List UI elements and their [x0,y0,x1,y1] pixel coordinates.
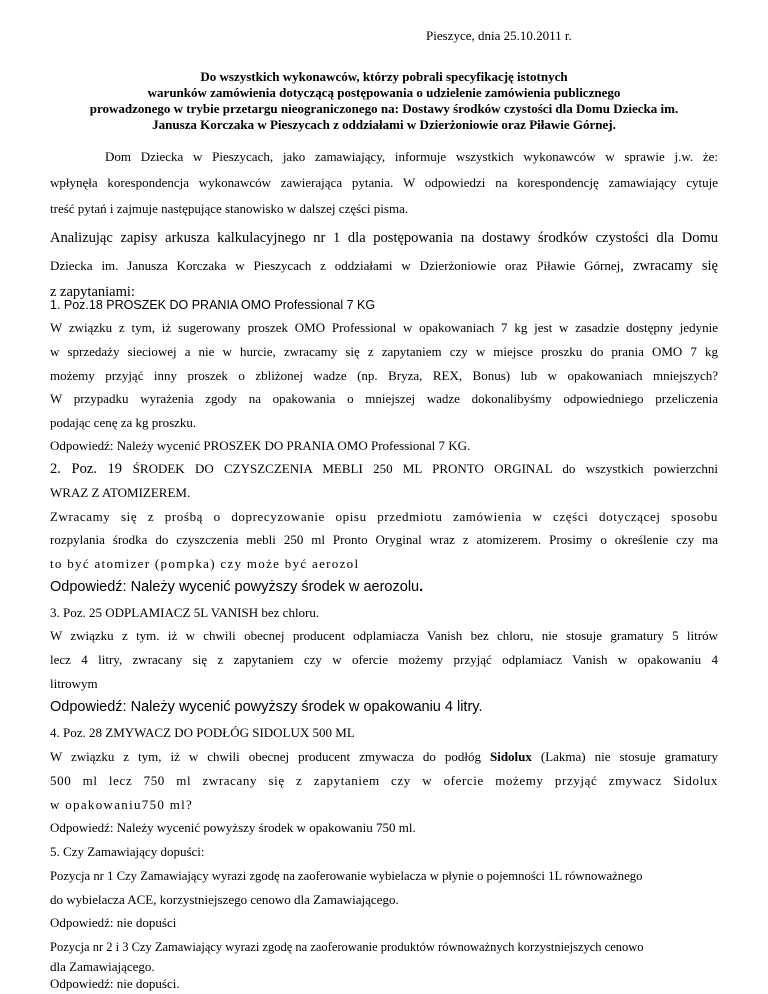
q4-body-line-3: w opakowaniu750 ml? [50,797,194,812]
q1-answer: Odpowiedź: Należy wycenić PROSZEK DO PRANIA OMO Professional 7 KG. [50,438,471,453]
q3-body-line-1: W związku z tym. iż w chwili obecnej producent odplamiacza Vanish bez chloru, nie stosuje gramatury 5 litrów [50,628,718,643]
q5-title: 5. Czy Zamawiający dopuści: [50,844,205,859]
q5-answer-2: Odpowiedź: nie dopuści. [50,976,180,991]
q3-answer: Odpowiedź: Należy wycenić powyższy środek w opakowaniu 4 litry. [50,699,483,715]
q2-title [50,460,718,478]
q4-body-brand: Sidolux [489,749,532,764]
q1-body-line-4: W przypadku wyrażenia zgody na opakowania o mniejszej wadze dokonalibyśmy odpowiedniego przeliczenia [50,391,718,406]
q2-answer [50,578,423,596]
date-line: Pieszyce, dnia 25.10.2011 r. [426,28,572,43]
q5-answer-1: Odpowiedź: nie dopuści [50,915,177,930]
analysis-line-2-text: Dziecka im. Janusza Korczaka w Pieszycach z oddziałami w Dzierżoniowie oraz Piławie Górnej [50,258,621,273]
q1-body-line-3: możemy przyjąć inny proszek o zbliżonej wadze (np. Bryza, REX, Bonus) lub w opakowaniach mniejszych? [50,368,718,383]
q4-body-line-2: 500 ml lecz 750 ml zwracany się z zapytaniem czy w ofercie możemy przyjąć zmywacz Sidolux [50,773,718,788]
analysis-line-3: z zapytaniami: [50,284,135,300]
q1-body-line-1: W związku z tym, iż sugerowany proszek OMO Professional w opakowaniach 7 kg jest w zasadzie dostępny jedynie [50,320,718,335]
intro-line-3: treść pytań i zajmuje następujące stanowisko w dalszej części pisma. [50,201,409,216]
heading-line-4: Janusza Korczaka w Pieszycach z oddziałami w Dzierżoniowie oraz Piławie Górnej. [152,117,616,132]
analysis-line-2 [50,257,718,275]
q4-body-text-c: (Lakma) nie stosuje gramatury [531,749,718,764]
intro-line-2: wpłynęła korespondencja wykonawców zawierająca pytania. W odpowiedzi na korespondencję zamawiający cytuje [50,175,718,190]
heading-line-3: prowadzonego w trybie przetargu nieograniczonego na: Dostawy środków czystości dla Domu Dziecka im. [89,101,679,116]
q2-title-number: 2. Poz. 19 [50,461,133,477]
q2-body-line-3: to być atomizer (pompka) czy może być aerozol [50,556,360,571]
q2-answer-period: . [419,579,424,595]
q2-title-line-2: WRAZ Z ATOMIZEREM. [50,485,191,500]
q2-answer-text: Odpowiedź: Należy wycenić powyższy środek w aerozolu [50,579,420,595]
q1-body-line-5: podając cenę za kg proszku. [50,415,197,430]
q5-item1-line-2: do wybielacza ACE, korzystniejszego cenowo dla Zamawiającego. [50,892,399,907]
q5-item2-line-2: dla Zamawiającego. [50,959,155,974]
q2-title-text: ŚRODEK DO CZYSZCZENIA MEBLI 250 ML PRONTO ORGINAL do wszystkich powierzchni [132,461,718,476]
intro-line-1: Dom Dziecka w Pieszycach, jako zamawiający, informuje wszystkich wykonawców w sprawie j.w. że: [105,149,718,164]
q5-item1-line-1: Pozycja nr 1 Czy Zamawiający wyrazi zgodę na zaoferowanie wybielacza w płynie o pojemności 1L równoważnego [50,869,643,883]
q5-item2-line-1: Pozycja nr 2 i 3 Czy Zamawiający wyrazi zgodę na zaoferowanie produktów równoważnych korzystniejszych cenowo [50,940,644,954]
q2-body-line-1: Zwracamy się z prośbą o doprecyzowanie opisu przedmiotu zamówienia w części dotyczącej sposobu [50,509,718,524]
q4-answer: Odpowiedź: Należy wycenić powyższy środek w opakowaniu 750 ml. [50,820,416,835]
q4-body-text-a: W związku z tym, iż w chwili obecnej producent zmywacza do podłóg [50,749,490,764]
q4-title: 4. Poz. 28 ZMYWACZ DO PODŁÓG SIDOLUX 500 ML [50,725,355,740]
q3-body-line-2: lecz 4 litry, zwracany się z zapytaniem czy w ofercie możemy przyjąć odplamiacz Vanish w opakowaniu 4 [50,652,718,667]
q3-body-line-3: litrowym [50,676,98,691]
analysis-line-1: Analizując zapisy arkusza kalkulacyjnego nr 1 dla postępowania na dostawy środków czystości dla Domu [50,230,718,246]
q1-title: 1. Poz.18 PROSZEK DO PRANIA OMO Professional 7 KG [50,298,376,312]
analysis-line-2-end: , zwracamy się [620,258,718,274]
heading-line-2: warunków zamówienia dotyczącą postępowania o udzielenie zamówienia publicznego [147,85,621,100]
q3-title: 3. Poz. 25 ODPLAMIACZ 5L VANISH bez chloru. [50,605,320,620]
q4-body-line-1 [50,749,718,765]
heading-line-1: Do wszystkich wykonawców, którzy pobrali specyfikację istotnych [200,69,568,84]
q2-body-line-2: rozpylania środka do czyszczenia mebli 250 ml Pronto Oryginal wraz z atomizerem. Prosimy o określenie czy ma [50,532,718,547]
q1-body-line-2: w sprzedaży sieciowej a nie w hurcie, zwracamy się z zapytaniem czy w miejsce proszku do prania OMO 7 kg [50,344,718,359]
